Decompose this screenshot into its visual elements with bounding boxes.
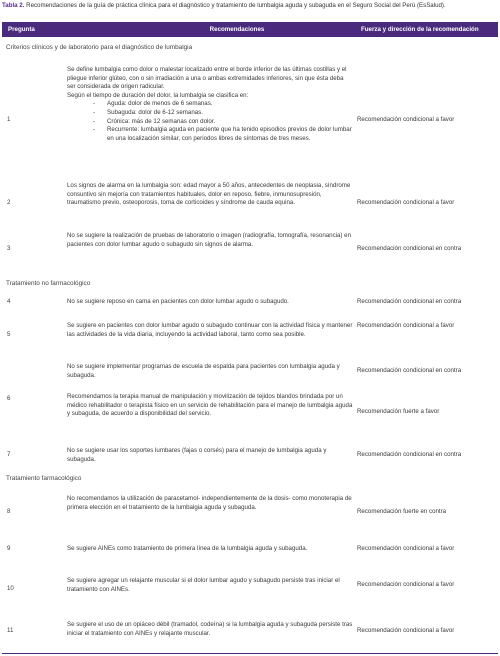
recommendation-text: No se sugiere implementar programas de escuela de espalda para pacientes con lumbalgia aguda y subaguda. (67, 363, 340, 379)
header-question: Pregunta (8, 26, 35, 33)
classification-list (67, 100, 353, 143)
recommendation-text: Se sugiere AINEs como tratamiento de primera línea de la lumbalgia aguda y subaguda. (67, 545, 308, 552)
question-number: 4 (7, 298, 11, 305)
strength-text: Recomendación condicional en contra (357, 451, 462, 458)
question-number: 1 (7, 116, 11, 123)
question-number: 7 (7, 451, 11, 458)
list-item: - Crónica: más de 12 semanas con dolor. (67, 118, 353, 127)
caption-text: Recomendaciones de la guía de práctica clínica para el diagnóstico y tratamiento de lumbalgia aguda y subaguda en el Seguro Social del Perú (EsSalud). (24, 2, 446, 9)
recommendation-text: Recomendamos la terapia manual de manipulación y movilización de tejidos blandos brindada por un médico rehabilitador o terapista físico en un servicio de rehabilitación para el manejo de lumbalgia aguda y subaguda, de acuerdo a disponibilidad del servicio. (67, 393, 353, 418)
strength-text: Recomendación condicional a favor (357, 199, 455, 206)
strength-text: Recomendación condicional a favor (357, 322, 455, 329)
caption-label: Tabla 2. (2, 2, 25, 9)
strength-text: Recomendación condicional en contra (357, 298, 462, 305)
header-strength: Fuerza y dirección de la recomendación (361, 26, 479, 33)
section-heading-pharm: Tratamiento farmacológico (6, 475, 82, 482)
table-caption (2, 2, 498, 10)
strength-text: Recomendación condicional a favor (357, 116, 455, 123)
section-heading-nonpharm: Tratamiento no farmacológico (6, 280, 91, 287)
section-heading-diagnosis: Criterios clínicos y de laboratorio para el diagnóstico de lumbalgia (6, 44, 193, 51)
table-bottom-rule (2, 653, 498, 654)
recommendation-lead: Según el tiempo de duración del dolor, la lumbalgia se clasifica en: (67, 91, 249, 99)
recommendation-text: No se sugiere la realización de pruebas de laboratorio o imagen (radiografía, tomografía, resonancia) en pacientes con dolor lumbar agudo o subagudo sin signos de alarma. (67, 232, 351, 248)
strength-text: Recomendación condicional en contra (357, 245, 462, 252)
strength-text: Recomendación condicional a favor (357, 581, 455, 588)
recommendation-text: Los signos de alarma en la lumbalgia son: edad mayor a 50 años, antecedentes de neoplasia, síndrome consuntivo sin mejoría con tratamientos habituales, dolor en reposo, fiebre, inmunosupresión, traumatismo previo, osteoporosis, toma de corticoides y síndrome de cauda equina. (67, 182, 351, 207)
list-item: - Subaguda: dolor de 6-12 semanas. (67, 109, 353, 118)
question-number: 2 (7, 199, 11, 206)
question-number: 8 (7, 508, 11, 515)
question-number: 6 (7, 395, 11, 402)
recommendation-intro: Se define lumbalgia como dolor o malestar localizado entre el borde inferior de las últimas costillas y el pliegue inferior glúteo, con o sin irradiación a una o ambas extremidades inferiores, sin que ésta deba ser considerada de origen radicular. (67, 66, 347, 91)
question-number: 5 (7, 331, 11, 338)
question-number: 3 (7, 245, 11, 252)
recommendation-text: Se sugiere agregar un relajante muscular si el dolor lumbar agudo y subagudo persiste tras iniciar el tratamiento con AINEs. (67, 577, 340, 593)
recommendation-text: No se sugiere reposo en cama en pacientes con dolor lumbar agudo o subagudo. (67, 298, 289, 305)
recommendation-text: Se sugiere el uso de un opiáceo débil (tramadol, codeína) si la lumbalgia aguda y subaguda persiste tras iniciar el tratamiento con AINEs y relajante muscular. (67, 621, 353, 637)
strength-text: Recomendación condicional a favor (357, 545, 455, 552)
strength-text: Recomendación condicional en contra (357, 367, 462, 374)
strength-text: Recomendación fuerte en contra (357, 508, 447, 515)
list-item: - Aguda: dolor de menos de 6 semanas. (67, 100, 353, 109)
table-header (2, 22, 498, 37)
strength-text: Recomendación condicional a favor (357, 627, 455, 634)
strength-text: Recomendación fuerte a favor (357, 408, 440, 415)
question-number: 11 (7, 627, 14, 634)
question-number: 9 (7, 545, 11, 552)
header-recommendation: Recomendaciones (209, 26, 265, 33)
recommendation-text (67, 66, 353, 143)
recommendation-text: No recomendamos la utilización de paracetamol- independientemente de la dosis- como monoterapia de primera elección en el tratamiento de la lumbalgia aguda y subaguda. (67, 495, 352, 511)
list-item: - Recurrente: lumbalgia aguda en paciente que ha tenido episodios previos de dolor lumbar en una localización similar, con periodos libres de síntomas de tres meses. (67, 126, 353, 143)
recommendation-text: Se sugiere en pacientes con dolor lumbar agudo o subagudo continuar con la actividad física y mantener las actividades de la vida diaria, incluyendo la actividad laboral, tanto como sea posible. (67, 322, 353, 338)
question-number: 10 (7, 585, 14, 592)
recommendation-text: No se sugiere usar los soportes lumbares (fajas o corsés) para el manejo de lumbalgia aguda y subaguda. (67, 447, 327, 463)
